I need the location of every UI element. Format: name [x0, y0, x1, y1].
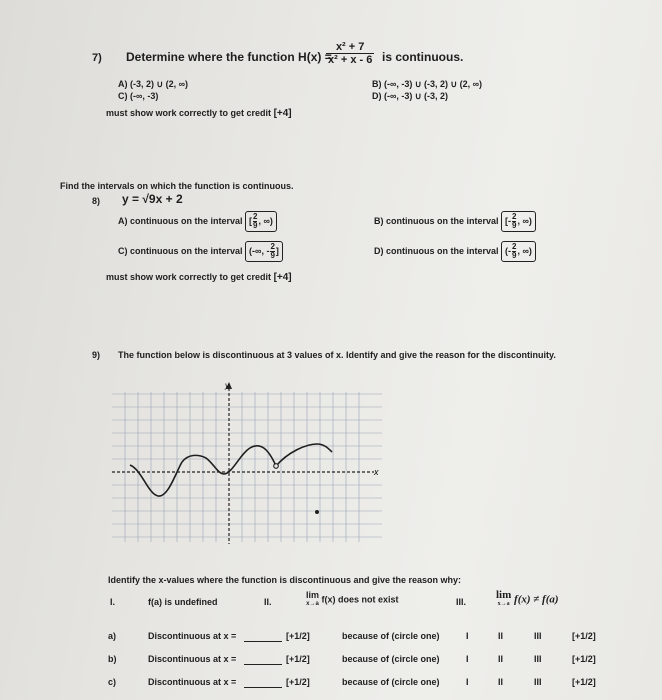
q7-work-note	[106, 108, 292, 119]
q7-denominator: x² + x - 6	[328, 54, 373, 66]
isolated-point-marker	[315, 510, 319, 514]
row-c-letter: c)	[108, 677, 117, 687]
graph-grid	[112, 392, 382, 542]
q8-choice-b-label: B) continuous on the interval	[374, 215, 499, 226]
open-point-marker	[274, 464, 279, 469]
row-c-opt-i[interactable]: I	[466, 677, 469, 687]
q8-d-den: 9	[512, 251, 517, 260]
q8-d-open: (-	[505, 245, 512, 256]
q8-a-frac	[253, 213, 257, 230]
row-b-answer-blank[interactable]	[244, 664, 282, 665]
row-a-pts: [+1/2]	[286, 631, 310, 641]
row-b-opt-i[interactable]: I	[466, 654, 469, 664]
reason-2	[306, 591, 399, 609]
q8-choice-d-interval	[501, 241, 536, 262]
curve-right	[276, 444, 332, 466]
reason-3	[496, 591, 559, 609]
q8-choice-c-label: C) continuous on the interval	[118, 245, 243, 256]
y-axis-label: y	[225, 382, 229, 390]
q8-a-num: 2	[253, 212, 258, 221]
q7-work-note-text: must show work correctly to get credit	[106, 108, 272, 118]
row-a-opt-iii[interactable]: III	[534, 631, 542, 641]
q7-numerator: x² + 7	[335, 41, 365, 53]
row-c-label: Discontinuous at x =	[148, 677, 237, 687]
q8-choice-d-label: D) continuous on the interval	[374, 245, 499, 256]
q8-c-frac	[270, 243, 274, 260]
q7-fraction	[326, 41, 374, 67]
q8-number: 8)	[92, 196, 101, 206]
q9-number: 9)	[92, 350, 101, 360]
q8-choice-c-interval	[245, 241, 283, 262]
row-c-opt-iii[interactable]: III	[534, 677, 542, 687]
q8-a-den: 9	[253, 221, 258, 230]
row-a-opt-ii[interactable]: II	[498, 631, 504, 641]
reason-3-sub: x→a	[497, 601, 510, 607]
q9-graph	[112, 382, 392, 548]
row-b-opt-iii[interactable]: III	[534, 654, 542, 664]
q8-b-num: 2	[512, 212, 517, 221]
x-axis-label: x	[374, 467, 379, 477]
q7-choice-a[interactable]: A) (-3, 2) ∪ (2, ∞)	[118, 79, 189, 89]
reason-3-numeral: III.	[456, 597, 467, 607]
q7-points: [+4]	[273, 108, 292, 119]
q8-choice-d[interactable]	[374, 241, 536, 262]
row-b-label: Discontinuous at x =	[148, 654, 237, 664]
q8-a-close: , ∞)	[258, 215, 273, 226]
q8-c-den: 9	[270, 251, 275, 260]
reason-3-text: f(x) ≠ f(a)	[514, 593, 559, 606]
q8-b-frac	[512, 213, 516, 230]
q8-d-num: 2	[512, 242, 517, 251]
q8-c-open: (-∞, -	[249, 245, 270, 256]
reason-2-text: f(x) does not exist	[321, 594, 399, 605]
q7-prompt: Determine where the function H(x) =	[126, 50, 332, 64]
q7-suffix: is continuous.	[382, 50, 464, 64]
q8-choice-a[interactable]	[118, 211, 277, 232]
reason-2-limit	[306, 591, 319, 609]
q8-work-note-text: must show work correctly to get credit	[106, 272, 272, 282]
q8-b-open: [-	[505, 215, 512, 226]
row-a-opt-i[interactable]: I	[466, 631, 469, 641]
reason-1-numeral: I.	[110, 597, 116, 607]
row-b-pts: [+1/2]	[286, 654, 310, 664]
row-a-answer-blank[interactable]	[244, 641, 282, 642]
q7-choice-d[interactable]: D) (-∞, -3) ∪ (-3, 2)	[372, 91, 448, 101]
q8-header: Find the intervals on which the function is continuous.	[60, 181, 294, 191]
row-c-pts2: [+1/2]	[572, 677, 596, 687]
reason-2-sub: x→a	[306, 601, 319, 607]
row-a-letter: a)	[108, 631, 117, 641]
q7-choice-c[interactable]: C) (-∞, -3)	[118, 91, 159, 101]
row-c-answer-blank[interactable]	[244, 687, 282, 688]
row-a-label: Discontinuous at x =	[148, 631, 237, 641]
q8-choice-c[interactable]	[118, 241, 283, 262]
reason-2-numeral: II.	[264, 597, 272, 607]
reason-1-text: f(a) is undefined	[148, 597, 218, 607]
q9-prompt: The function below is discontinuous at 3 values of x. Identify and give the reason for the discontinuity.	[118, 350, 556, 360]
row-b-because: because of (circle one)	[342, 654, 440, 664]
row-b-opt-ii[interactable]: II	[498, 654, 504, 664]
row-a-because: because of (circle one)	[342, 631, 440, 641]
row-b-pts2: [+1/2]	[572, 654, 596, 664]
q7-choice-b[interactable]: B) (-∞, -3) ∪ (-3, 2) ∪ (2, ∞)	[372, 79, 483, 89]
q8-b-close: , ∞)	[517, 215, 532, 226]
row-c-opt-ii[interactable]: II	[498, 677, 504, 687]
row-b-letter: b)	[108, 654, 117, 664]
q8-b-den: 9	[512, 221, 517, 230]
row-c-because: because of (circle one)	[342, 677, 440, 687]
q8-d-close: , ∞)	[517, 245, 532, 256]
q8-a-open: [	[249, 215, 253, 226]
reason-3-limit	[496, 591, 511, 609]
q8-choice-b-interval	[501, 211, 536, 232]
q8-function: y = √9x + 2	[122, 192, 183, 206]
q8-choice-b[interactable]	[374, 211, 536, 232]
reason-3-lim: lim	[496, 589, 512, 601]
q8-choice-a-interval	[245, 211, 277, 232]
q9-instruction: Identify the x-values where the function is discontinuous and give the reason why:	[108, 575, 462, 585]
q7-number: 7)	[92, 52, 102, 64]
q8-choice-a-label: A) continuous on the interval	[118, 215, 243, 226]
q8-d-frac	[512, 243, 516, 260]
q8-points: [+4]	[273, 272, 292, 283]
reason-2-lim: lim	[306, 590, 320, 600]
row-c-pts: [+1/2]	[286, 677, 310, 687]
q8-c-num: 2	[270, 242, 275, 251]
q8-c-close: ]	[275, 245, 279, 256]
q8-work-note	[106, 272, 292, 283]
row-a-pts2: [+1/2]	[572, 631, 596, 641]
